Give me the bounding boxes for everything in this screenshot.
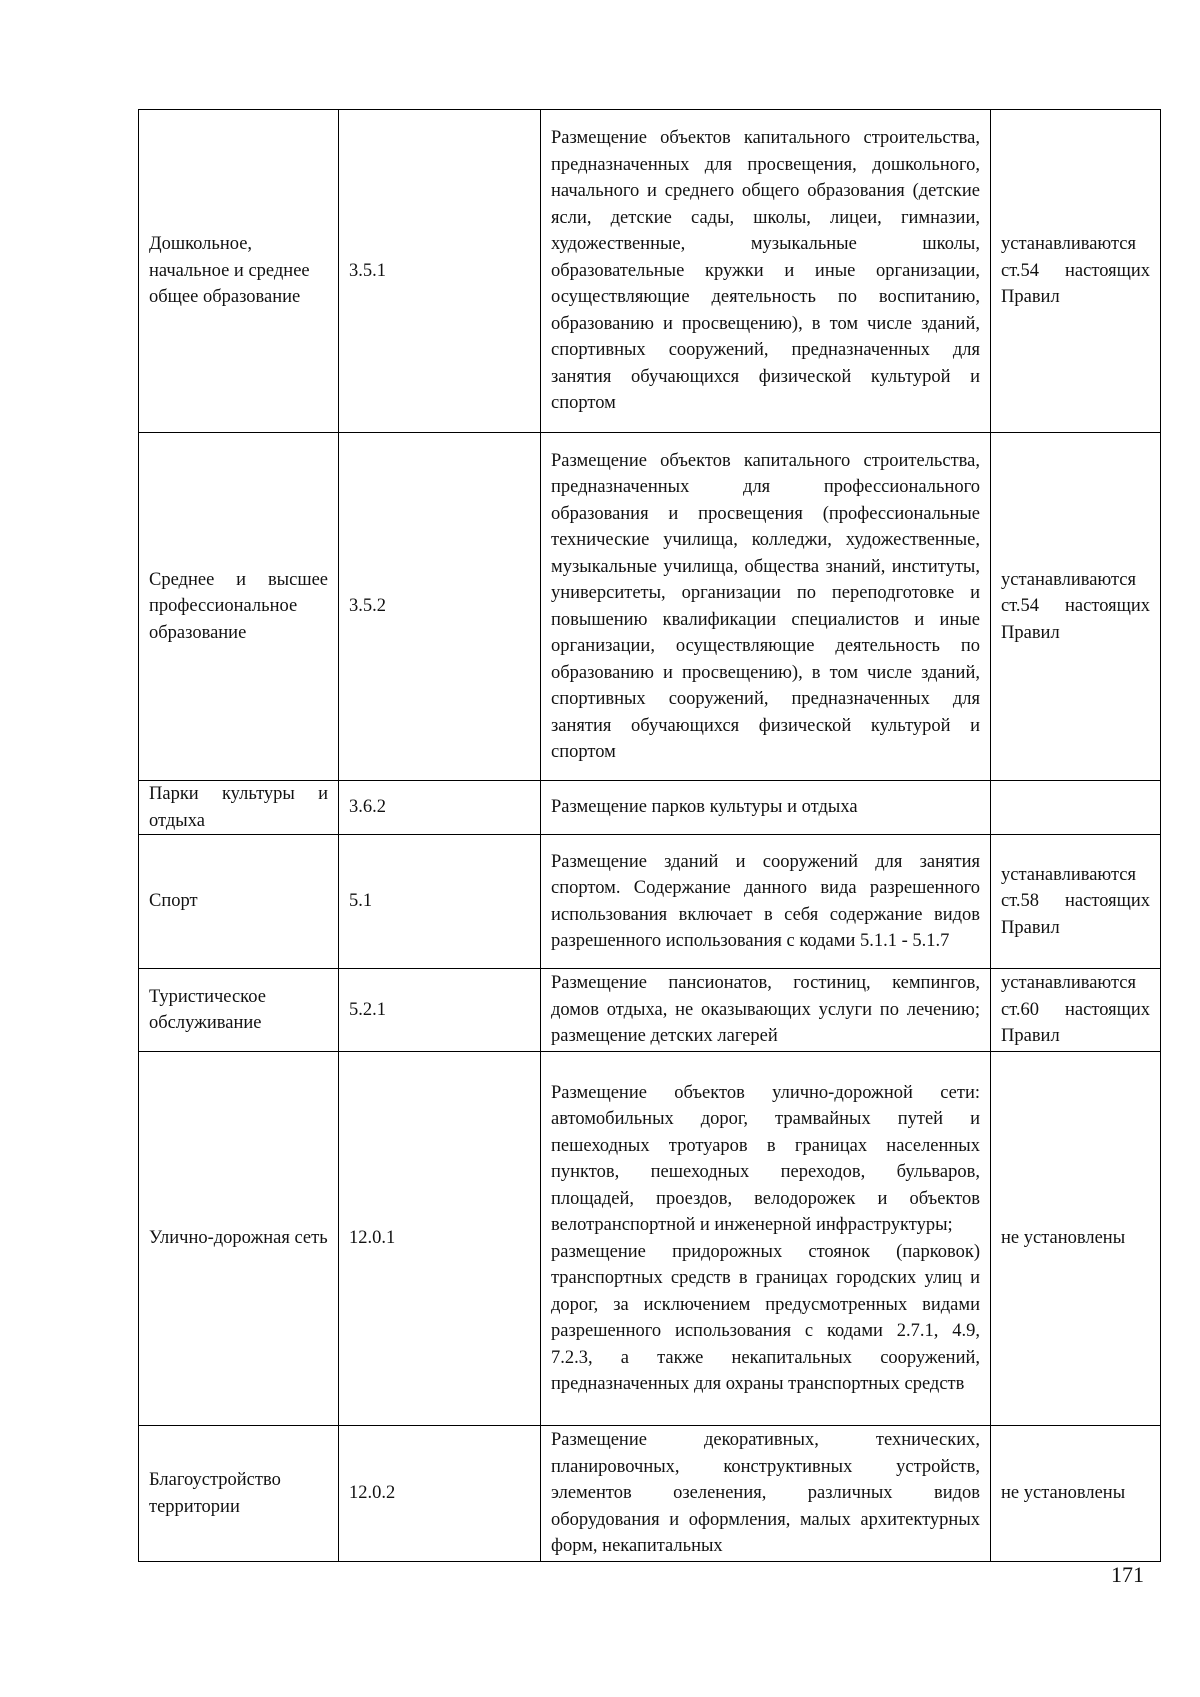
table-row (139, 110, 1161, 433)
use-code-cell: 12.0.2 (339, 1426, 541, 1562)
use-limits-cell: устанавливаются ст.58 настоящих Правил (991, 835, 1161, 969)
table-row (139, 835, 1161, 969)
use-code-cell: 5.1 (339, 835, 541, 969)
use-name-cell: Спорт (139, 835, 339, 969)
use-limits-cell: устанавливаются ст.54 настоящих Правил (991, 433, 1161, 781)
description-paragraph: размещение придорожных стоянок (парковок) транспортных средств в границах городских улиц и дорог, за исключением предусмотренных видами разрешенного использования с кодами 2.7.1, 4.9, 7.2.3, а также некапитальных сооружений, предназначенных для охраны транспортных средств (551, 1241, 980, 1394)
use-description-cell: Размещение декоративных, технических, планировочных, конструктивных устройств, элементов озеленения, различных видов оборудования и оформления, малых архитектурных форм, некапитальных (541, 1426, 991, 1562)
use-description-cell: Размещение парков культуры и отдыха (541, 781, 991, 835)
use-description-cell: Размещение пансионатов, гостиниц, кемпингов, домов отдыха, не оказывающих услуги по лечению; размещение детских лагерей (541, 969, 991, 1052)
use-limits-cell: устанавливаются ст.60 настоящих Правил (991, 969, 1161, 1052)
use-limits-cell: не установлены (991, 1052, 1161, 1426)
use-code-cell: 3.5.1 (339, 110, 541, 433)
table-row (139, 781, 1161, 835)
use-code-cell: 3.5.2 (339, 433, 541, 781)
use-name-cell: Улично-дорожная сеть (139, 1052, 339, 1426)
use-code-cell: 3.6.2 (339, 781, 541, 835)
use-name-cell: Дошкольное, начальное и среднее общее образование (139, 110, 339, 433)
use-name-cell: Туристическое обслуживание (139, 969, 339, 1052)
use-description-cell (541, 1052, 991, 1426)
use-code-cell: 5.2.1 (339, 969, 541, 1052)
use-description-cell: Размещение объектов капитального строительства, предназначенных для профессионального образования и просвещения (профессиональные технические училища, колледжи, художественные, музыкальные училища, общества знаний, институты, университеты, организации по переподготовке и повышению квалификации специалистов и иные организации, осуществляющие деятельность по образованию и просвещению), в том числе зданий, спортивных сооружений, предназначенных для занятия обучающихся физической культурой и спортом (541, 433, 991, 781)
land-use-table (138, 109, 1161, 1562)
use-code-cell: 12.0.1 (339, 1052, 541, 1426)
use-limits-cell: устанавливаются ст.54 настоящих Правил (991, 110, 1161, 433)
use-limits-cell (991, 781, 1161, 835)
use-limits-cell: не установлены (991, 1426, 1161, 1562)
table-row (139, 433, 1161, 781)
use-name-cell: Среднее и высшее профессиональное образование (139, 433, 339, 781)
table-row (139, 1052, 1161, 1426)
use-name-cell: Парки культуры и отдыха (139, 781, 339, 835)
table-row (139, 1426, 1161, 1562)
use-name-cell: Благоустройство территории (139, 1426, 339, 1562)
table-row (139, 969, 1161, 1052)
page-number: 171 (1111, 1562, 1144, 1587)
description-paragraph: Размещение объектов улично-дорожной сети: автомобильных дорог, трамвайных путей и пешеходных тротуаров в границах населенных пунктов, пешеходных переходов, бульваров, площадей, проездов, велодорожек и объектов велотранспортной и инженерной инфраструктуры; (551, 1082, 980, 1235)
use-description-cell: Размещение объектов капитального строительства, предназначенных для просвещения, дошкольного, начального и среднего общего образования (детские ясли, детские сады, школы, лицеи, гимназии, художественные, музыкальные школы, образовательные кружки и иные организации, осуществляющие деятельность по воспитанию, образованию и просвещению), в том числе зданий, спортивных сооружений, предназначенных для занятия обучающихся физической культурой и спортом (541, 110, 991, 433)
use-description-cell: Размещение зданий и сооружений для занятия спортом. Содержание данного вида разрешенного использования включает в себя содержание видов разрешенного использования с кодами 5.1.1 - 5.1.7 (541, 835, 991, 969)
